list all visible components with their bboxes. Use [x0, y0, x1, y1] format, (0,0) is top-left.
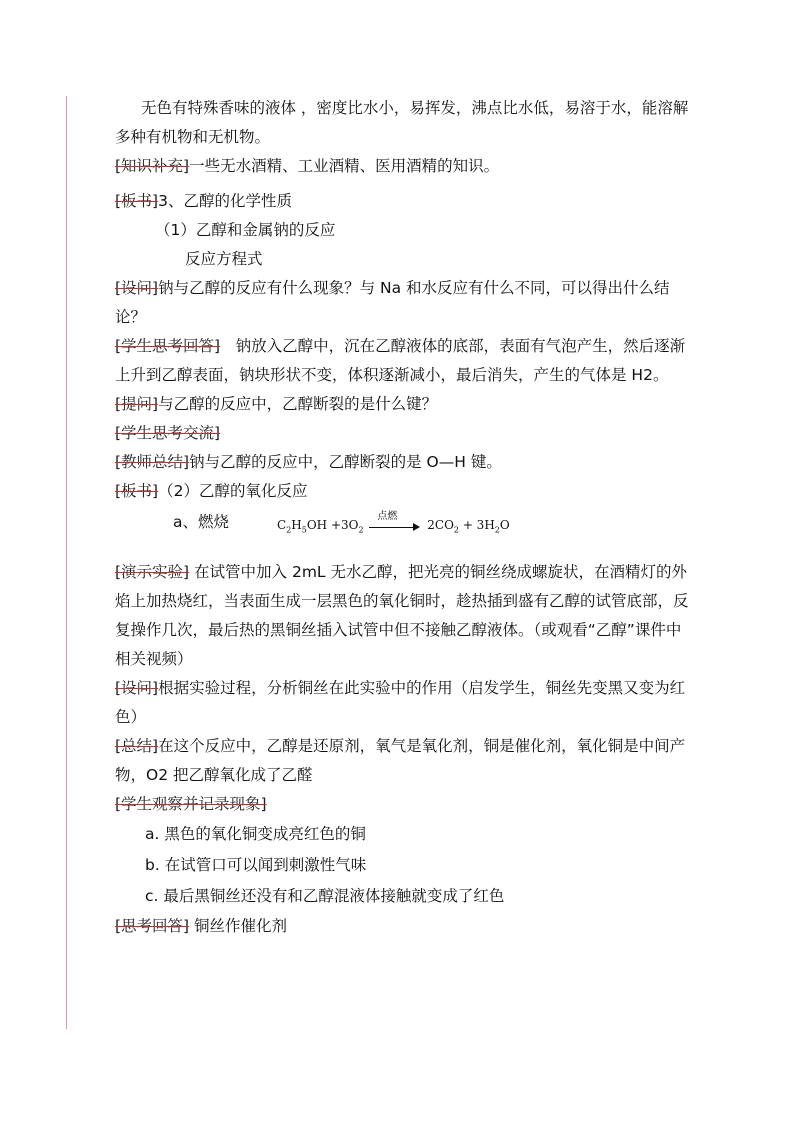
tag-label: [板书] [115, 192, 159, 210]
paragraph-observe [115, 790, 690, 819]
tag-label: [教师总结] [115, 453, 190, 471]
tag-label: [思考回答] [115, 917, 190, 935]
combustion-equation: $C_2H_5OH +3O_2$ 点燃 $2CO_2 + 3H_2O$ [277, 518, 510, 534]
paragraph-board-heading: [板书]3、乙醇的化学性质 [115, 192, 292, 210]
paragraph-board-oxidation: [板书]（2）乙醇的氧化反应 [115, 482, 308, 500]
tag-label: [设问] [115, 679, 159, 697]
reaction-condition: 点燃 [377, 510, 398, 522]
list-item: a. 黑色的氧化铜变成亮红色的铜 [145, 825, 366, 843]
reaction-arrow [369, 510, 421, 533]
list-item: c. 最后黑铜丝还没有和乙醇混液体接触就变成了红色 [145, 887, 505, 905]
paragraph-knowledge-supplement: [知识补充]一些无水酒精、工业酒精、医用酒精的知识。 [115, 157, 500, 175]
subheading-sodium-reaction: （1）乙醇和金属钠的反应 [155, 221, 336, 239]
paragraph-summary: [总结]在这个反应中，乙醇是还原剂，氧气是氧化剂，铜是催化剂，氧化铜是中间产物，O2 把乙醇氧化成了乙醛 [115, 737, 686, 784]
tag-label: [演示实验] [115, 563, 190, 581]
combustion-label: a、燃烧 [173, 513, 229, 531]
combustion-equation-row [115, 506, 690, 552]
tag-label: [学生思考交流] [115, 424, 221, 442]
paragraph-demo-experiment: [演示实验] 在试管中加入 2mL 无水乙醇，把光亮的铜丝绕成螺旋状，在酒精灯的外焰上加热烧红，当表面生成一层黑色的氧化铜时，趁热插到盛有乙醇的试管底部，反复操作几次，最后热的黑铜丝插入试管中但不接触乙醇液体。（或观看“乙醇”课件中相关视频） [115, 563, 689, 668]
paragraph-student-answer: [学生思考回答] 钠放入乙醇中，沉在乙醇液体的底部，表面有气泡产生，然后逐渐上升到乙醇表面，钠块形状不变，体积逐渐减小，最后消失，产生的气体是 H2。 [115, 337, 686, 384]
subheading-equation: 反应方程式 [185, 250, 263, 268]
tag-label: [提问] [115, 395, 159, 413]
margin-line [66, 96, 67, 1029]
tag-label: [学生思考回答] [115, 337, 221, 355]
tag-label: [总结] [115, 737, 159, 755]
tag-label: [学生观察并记录现象] [115, 795, 267, 813]
tag-label: [知识补充] [115, 157, 190, 175]
paragraph-question: [设问]钠与乙醇的反应有什么现象？与 Na 和水反应有什么不同，可以得出什么结论？ [115, 279, 670, 326]
paragraph-student-discuss [115, 419, 690, 448]
document-body [115, 94, 690, 941]
paragraph-teacher-summary: [教师总结]钠与乙醇的反应中，乙醇断裂的是 O—H 键。 [115, 453, 502, 471]
paragraph-think-answer: [思考回答] 铜丝作催化剂 [115, 917, 288, 935]
tag-label: [板书] [115, 482, 159, 500]
paragraph-properties: 无色有特殊香味的液体 ，密度比水小，易挥发，沸点比水低，易溶于水，能溶解多种有机物和无机物。 [115, 99, 689, 146]
paragraph-question-2: [设问]根据实验过程，分析铜丝在此实验中的作用（启发学生，铜丝先变黑又变为红色） [115, 679, 686, 726]
paragraph-ask: [提问]与乙醇的反应中，乙醇断裂的是什么键？ [115, 395, 438, 413]
tag-label: [设问] [115, 279, 159, 297]
list-item: b. 在试管口可以闻到刺激性气味 [145, 856, 367, 874]
